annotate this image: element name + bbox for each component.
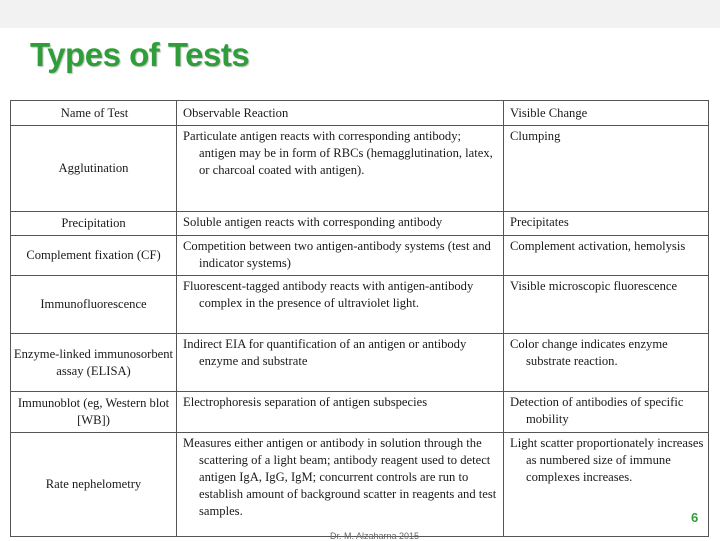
- change-cell: Complement activation, hemolysis: [504, 236, 709, 276]
- table-row: [11, 212, 709, 236]
- table-header-row: [11, 101, 709, 126]
- reaction-cell: Competition between two antigen-antibody systems (test and indicator systems): [177, 236, 504, 276]
- test-name-cell: Agglutination: [11, 126, 177, 212]
- table-row: [11, 433, 709, 537]
- table-row: [11, 392, 709, 433]
- change-cell: Light scatter proportionately increases as numbered size of immune complexes increases.: [504, 433, 709, 537]
- slide-title: Types of Tests: [30, 36, 250, 73]
- reaction-cell: Measures either antigen or antibody in solution through the scattering of a light beam; antibody reagent used to detect antigen IgA, IgG, IgM; concurrent controls are run to establish amount of background scatter in reagents and test samples.: [177, 433, 504, 537]
- tests-table: [10, 100, 709, 537]
- test-name-cell: Complement fixation (CF): [11, 236, 177, 276]
- test-name-cell: Precipitation: [11, 212, 177, 236]
- page-number: 6: [691, 510, 699, 525]
- table-row: [11, 334, 709, 392]
- test-name-cell: Enzyme-linked immunosorbent assay (ELISA): [11, 334, 177, 392]
- change-cell: Clumping: [504, 126, 709, 212]
- reaction-cell: Particulate antigen reacts with corresponding antibody; antigen may be in form of RBCs (hemagglutination, latex, or charcoal coated with antigen).: [177, 126, 504, 212]
- header-visible-change: Visible Change: [504, 101, 709, 126]
- reaction-cell: Fluorescent-tagged antibody reacts with antigen-antibody complex in the presence of ultraviolet light.: [177, 276, 504, 334]
- reaction-cell: Soluble antigen reacts with corresponding antibody: [177, 212, 504, 236]
- table-row: [11, 276, 709, 334]
- footer-author: Dr. M. Alzaharna 2015: [330, 531, 420, 541]
- header-observable-reaction: Observable Reaction: [177, 101, 504, 126]
- reaction-cell: Electrophoresis separation of antigen subspecies: [177, 392, 504, 433]
- test-name-cell: Rate nephelometry: [11, 433, 177, 537]
- top-band: [0, 0, 720, 28]
- change-cell: Precipitates: [504, 212, 709, 236]
- change-cell: Color change indicates enzyme substrate reaction.: [504, 334, 709, 392]
- table-row: [11, 126, 709, 212]
- table-row: [11, 236, 709, 276]
- test-name-cell: Immunofluorescence: [11, 276, 177, 334]
- change-cell: Visible microscopic fluorescence: [504, 276, 709, 334]
- reaction-cell: Indirect EIA for quantification of an antigen or antibody enzyme and substrate: [177, 334, 504, 392]
- header-name-of-test: Name of Test: [11, 101, 177, 126]
- test-name-cell: Immunoblot (eg, Western blot [WB]): [11, 392, 177, 433]
- change-cell: Detection of antibodies of specific mobility: [504, 392, 709, 433]
